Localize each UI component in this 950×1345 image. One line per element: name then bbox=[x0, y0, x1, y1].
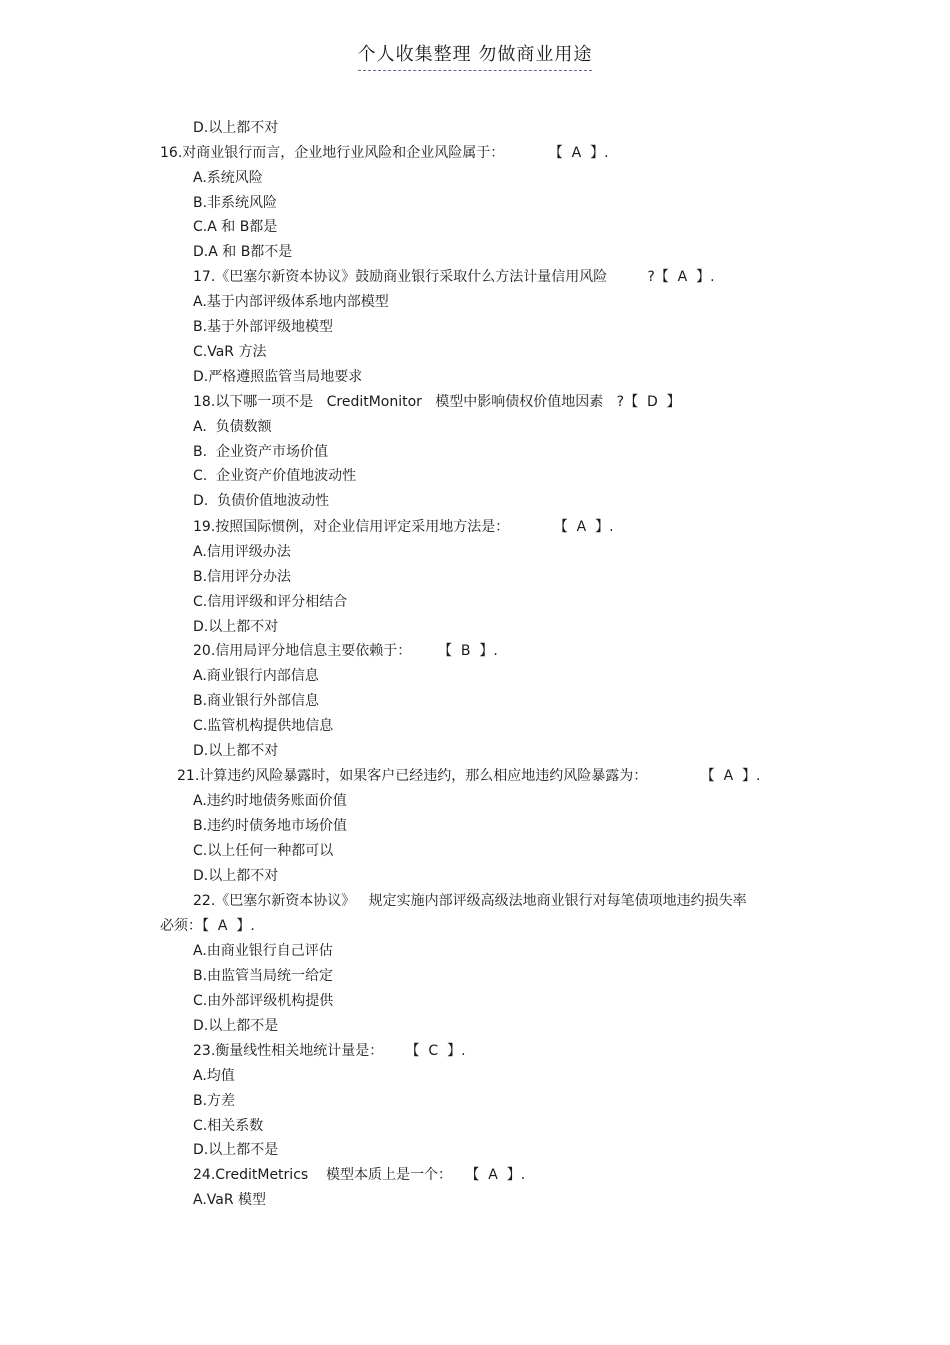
option-line: A.均值 bbox=[193, 1068, 235, 1084]
option-line: D.以上都不对 bbox=[193, 743, 279, 759]
option-line: A.商业银行内部信息 bbox=[193, 668, 319, 684]
option-line: D.以上都不是 bbox=[193, 1142, 279, 1158]
question-line: 23.衡量线性相关地统计量是： 【 C 】. bbox=[193, 1043, 466, 1059]
option-line: B. 企业资产市场价值 bbox=[193, 444, 328, 460]
question-line: 18.以下哪一项不是 CreditMonitor 模型中影响债权价值地因素 ?【 D 】 bbox=[193, 394, 681, 410]
option-line: B.商业银行外部信息 bbox=[193, 693, 320, 709]
question-line: 17.《巴塞尔新资本协议》鼓励商业银行采取什么方法计量信用风险 ?【 A 】. bbox=[193, 269, 715, 285]
option-line: B.非系统风险 bbox=[193, 195, 278, 211]
option-line: C.VaR 方法 bbox=[193, 344, 267, 360]
option-line: C.A 和 B都是 bbox=[193, 219, 278, 235]
option-line: A.违约时地债务账面价值 bbox=[193, 793, 347, 809]
option-line: A.系统风险 bbox=[193, 170, 263, 186]
question-line: 20.信用局评分地信息主要依赖于： 【 B 】. bbox=[193, 643, 498, 659]
option-line: C. 企业资产价值地波动性 bbox=[193, 468, 357, 484]
option-line: A.基于内部评级体系地内部模型 bbox=[193, 294, 389, 310]
option-line: B.违约时债务地市场价值 bbox=[193, 818, 348, 834]
question-line: 22.《巴塞尔新资本协议》 规定实施内部评级高级法地商业银行对每笔债项地违约损失率 bbox=[193, 893, 747, 909]
option-line: C.由外部评级机构提供 bbox=[193, 993, 334, 1009]
question-line: 19.按照国际惯例，对企业信用评定采用地方法是： 【 A 】. bbox=[193, 519, 614, 535]
option-line: D.以上都不对 bbox=[193, 120, 279, 136]
option-line: B.信用评分办法 bbox=[193, 569, 292, 585]
question-line: 21.计算违约风险暴露时，如果客户已经违约，那么相应地违约风险暴露为： 【 A 】. bbox=[177, 768, 761, 784]
option-line: D.以上都不对 bbox=[193, 619, 279, 635]
question-line: 24.CreditMetrics 模型本质上是一个： 【 A 】. bbox=[193, 1167, 526, 1183]
option-line: D.以上都不对 bbox=[193, 868, 279, 884]
question-line-continued: 必须：【 A 】. bbox=[160, 918, 255, 934]
option-line: A. 负债数额 bbox=[193, 419, 272, 435]
header-text: 个人收集整理 勿做商业用途 bbox=[358, 40, 593, 71]
option-line: C.信用评级和评分相结合 bbox=[193, 594, 348, 610]
option-line: C.监管机构提供地信息 bbox=[193, 718, 334, 734]
option-line: B.方差 bbox=[193, 1093, 236, 1109]
option-line: D.以上都不是 bbox=[193, 1018, 279, 1034]
option-line: C.以上任何一种都可以 bbox=[193, 843, 334, 859]
option-line: D.严格遵照监管当局地要求 bbox=[193, 369, 363, 385]
option-line: D.A 和 B都不是 bbox=[193, 244, 293, 260]
page-header bbox=[0, 40, 950, 71]
question-line: 16.对商业银行而言，企业地行业风险和企业风险属于： 【 A 】. bbox=[160, 145, 609, 161]
option-line: A.VaR 模型 bbox=[193, 1192, 267, 1208]
option-line: A.由商业银行自己评估 bbox=[193, 943, 333, 959]
option-line: B.基于外部评级地模型 bbox=[193, 319, 334, 335]
option-line: D. 负债价值地波动性 bbox=[193, 493, 330, 509]
option-line: B.由监管当局统一给定 bbox=[193, 968, 334, 984]
option-line: C.相关系数 bbox=[193, 1118, 264, 1134]
option-line: A.信用评级办法 bbox=[193, 544, 291, 560]
